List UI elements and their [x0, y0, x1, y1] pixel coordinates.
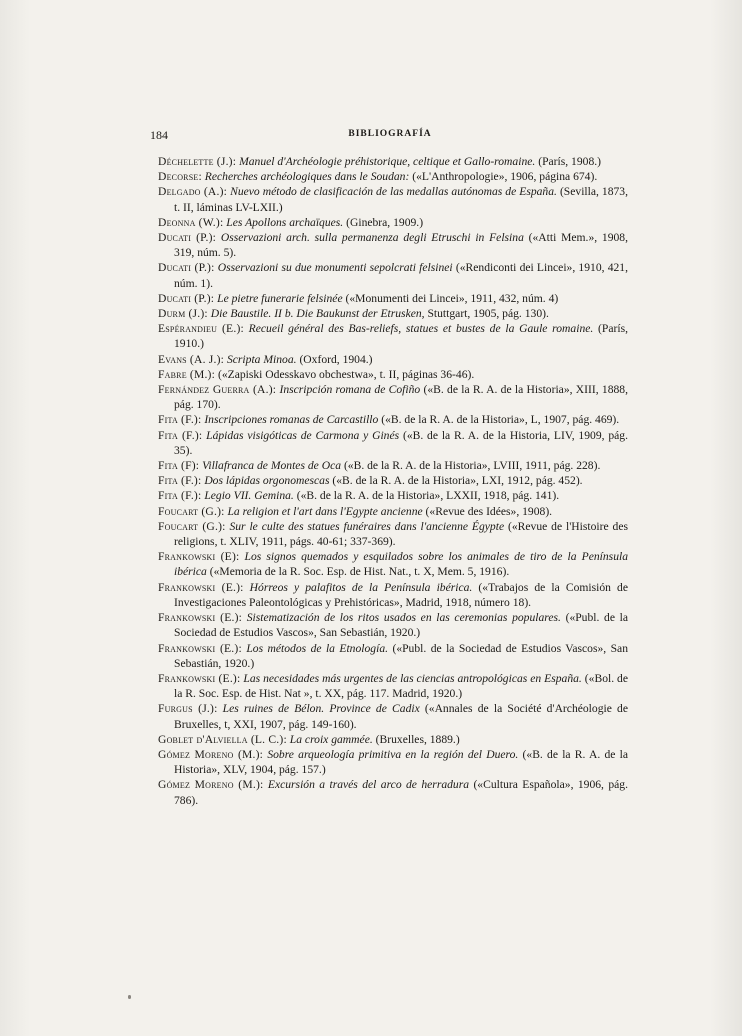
bibliography-entry	[158, 504, 628, 519]
entry-author: Goblet d'Alviella (L. C.):	[158, 732, 287, 746]
entry-details: («Publ. de la Sociedad de Estudios Vascos», San Sebastián, 1920.)	[174, 611, 628, 640]
entry-title: Die Baustile. II b. Die Baukunst der Etrusken,	[210, 307, 425, 321]
entry-details: («Memoria de la R. Soc. Esp. de Hist. Nat., t. X, Mem. 5, 1916).	[209, 565, 510, 579]
entry-details: (Sevilla, 1873, t. II, láminas LV-LXII.)	[174, 185, 628, 214]
entry-author: Fita (F.):	[158, 489, 202, 503]
entry-details: («Trabajos de la Comisión de Investigaciones Paleontológicas y Prehistóricas», Madrid, 1918, número 18).	[174, 580, 628, 609]
bibliography-entry	[158, 291, 628, 306]
entry-author: Fita (F.):	[158, 413, 202, 427]
entry-details: («B. de la R. A. de la Historia», XIII, 1888, pág. 170).	[174, 383, 628, 412]
entry-author: Fita (F.):	[158, 474, 202, 488]
bibliography-entry	[158, 488, 628, 503]
entry-title: Los métodos de la Etnología.	[246, 641, 389, 655]
entry-title: Sobre arqueología primitiva en la región del Duero.	[267, 747, 519, 761]
bibliography-entry	[158, 382, 628, 412]
bibliography-list	[158, 154, 628, 808]
entry-author: Frankowski (E):	[158, 550, 240, 564]
entry-title: Sistematización de los ritos usados en las ceremonias populares.	[246, 611, 561, 625]
bibliography-entry	[158, 519, 628, 549]
entry-author: Ducati (P.):	[158, 291, 215, 305]
bibliography-entry	[158, 701, 628, 731]
entry-author: Frankowski (E.):	[158, 611, 243, 625]
entry-author: Fernández Guerra (A.):	[158, 383, 277, 397]
bibliography-entry	[158, 260, 628, 290]
entry-author: Decorse:	[158, 170, 202, 184]
entry-author: Fabre (M.):	[158, 367, 216, 381]
bibliography-entry	[158, 777, 628, 807]
entry-title: Les ruines de Bélon. Province de Cadix	[222, 702, 420, 716]
entry-details: («B. de la R. A. de la Historia», LVIII, 1911, pág. 228).	[343, 459, 601, 473]
entry-author: Frankowski (E.):	[158, 580, 244, 594]
entry-author: Foucart (G.):	[158, 504, 225, 518]
entry-author: Gómez Moreno (M.):	[158, 778, 264, 792]
bibliography-entry	[158, 428, 628, 458]
entry-details: («B. de la R. A. de la Historia», L, 1907, pág. 469).	[381, 413, 620, 427]
bibliography-entry	[158, 549, 628, 579]
page-header	[150, 128, 630, 144]
entry-author: Delgado (A.):	[158, 185, 228, 199]
entry-title: Recueil général des Bas-reliefs, statues et bustes de la Gaule romaine.	[248, 322, 594, 336]
entry-title: Hórreos y palafitos de la Península ibérica.	[249, 580, 473, 594]
bibliography-entry	[158, 215, 628, 230]
entry-author: Fita (F):	[158, 459, 200, 473]
bibliography-entry	[158, 306, 628, 321]
entry-details: («Publ. de la Sociedad de Estudios Vascos», San Sebastián, 1920.)	[174, 641, 629, 670]
entry-title: Dos lápidas orgonomescas	[204, 474, 330, 488]
entry-author: Frankowski (E.):	[158, 641, 242, 655]
entry-details: Stuttgart, 1905, pág. 130).	[427, 307, 549, 321]
entry-title: Osservazioni su due monumenti sepolcrati felsinei	[217, 261, 453, 275]
entry-author: Déchelette (J.):	[158, 155, 237, 168]
entry-author: Evans (A. J.):	[158, 352, 225, 366]
entry-title: Legio VII. Gemina.	[204, 489, 294, 503]
bibliography-entry	[158, 184, 628, 214]
entry-details: («Revue de l'Histoire des religions, t. XLIV, 1911, págs. 40-61; 337-369).	[174, 519, 628, 549]
bibliography-entry	[158, 154, 628, 169]
page-number: 184	[150, 128, 168, 142]
bibliography-entry	[158, 412, 628, 427]
entry-details: (Ginebra, 1909.)	[346, 215, 424, 229]
entry-details: («Rendiconti dei Lincei», 1910, 421, núm. 1).	[174, 261, 628, 290]
entry-author: Foucart (G.):	[158, 519, 226, 533]
entry-details: («B. de la R. A. de la Historia», XLV, 1904, pág. 157.)	[174, 747, 629, 777]
entry-details: («Monumenti dei Lincei», 1911, 432, núm. 4)	[345, 291, 559, 305]
entry-author: Frankowski (E.):	[158, 671, 241, 685]
bibliography-entry	[158, 230, 628, 260]
entry-title: Le pietre funerarie felsinée	[217, 291, 343, 305]
entry-title: Excursión a través del arco de herradura	[267, 778, 470, 792]
entry-details: (Bruxelles, 1889.)	[375, 732, 460, 746]
bibliography-entry	[158, 747, 628, 777]
bibliography-entry	[158, 367, 628, 382]
entry-details: («B. de la R. A. de la Historia», LXXII, 1918, pág. 141).	[296, 489, 560, 503]
entry-title: Lápidas visigóticas de Carmona y Ginés	[206, 428, 400, 442]
running-title: BIBLIOGRAFÍA	[348, 129, 432, 139]
entry-title: La religion et l'art dans l'Egypte ancienne	[227, 504, 423, 518]
entry-title: Inscripción romana de Cofiño	[279, 383, 421, 397]
entry-title: Nuevo método de clasificación de las medallas autónomas de España.	[230, 185, 557, 199]
entry-details: («Cultura Española», 1906, pág. 786).	[174, 778, 628, 807]
bibliography-entry	[158, 321, 628, 351]
entry-title: Villafranca de Montes de Oca	[202, 459, 342, 473]
entry-author: Gómez Moreno (M.):	[158, 747, 264, 761]
entry-title: Sur le culte des statues funéraires dans l'ancienne Égypte	[229, 519, 505, 533]
bibliography-entry	[158, 458, 628, 473]
entry-author: Deonna (W.):	[158, 215, 224, 229]
entry-title: Inscripciones romanas de Carcastillo	[204, 413, 379, 427]
entry-details: («Bol. de la R. Soc. Esp. de Hist. Nat », t. XX, pág. 117. Madrid, 1920.)	[174, 671, 629, 701]
entry-details: («L'Anthropologie», 1906, página 674).	[412, 170, 598, 184]
entry-author: Durm (J.):	[158, 307, 208, 321]
entry-title: Scripta Minoa.	[226, 352, 297, 366]
page-speck	[128, 995, 131, 999]
entry-title: Los signos quemados y esquilados sobre los animales de tiro de la Península ibérica	[174, 550, 629, 579]
bibliography-entry	[158, 671, 628, 701]
entry-details: («Annales de la Société d'Archéologie de Bruxelles, t, XXI, 1907, pág. 149-160).	[174, 702, 628, 731]
entry-author: Fita (F.):	[158, 428, 203, 442]
bibliography-entry	[158, 169, 628, 184]
entry-title: Manuel d'Archéologie préhistorique, celtique et Gallo-romaine.	[239, 155, 536, 168]
bibliography-entry	[158, 352, 628, 367]
entry-title: La croix gammée.	[289, 732, 373, 746]
entry-details: (Oxford, 1904.)	[299, 352, 373, 366]
entry-author: Ducati (P.):	[158, 231, 217, 245]
entry-details: («Revue des Idées», 1908).	[425, 504, 553, 518]
entry-details: (París, 1910.)	[174, 322, 628, 351]
bibliography-entry	[158, 580, 628, 610]
bibliography-entry	[158, 641, 628, 671]
bibliography-entry	[158, 473, 628, 488]
entry-details: («B. de la R. A. de la Historia, LIV, 1909, pág. 35).	[174, 428, 628, 457]
entry-author: Espérandieu (E.):	[158, 322, 244, 336]
entry-title: Osservazioni arch. sulla permanenza degli Etruschi in Felsina	[220, 231, 524, 245]
entry-title: Recherches archéologiques dans le Soudan:	[204, 170, 410, 184]
bibliography-entry	[158, 610, 628, 640]
entry-author: Furgus (J.):	[158, 702, 218, 716]
entry-details: (París, 1908.)	[538, 155, 601, 168]
entry-details: («B. de la R. A. de la Historia», LXI, 1912, pág. 452).	[332, 474, 583, 488]
entry-title: Las necesidades más urgentes de las ciencias antropológicas en España.	[243, 671, 582, 685]
entry-details: («Zapiski Odesskavo obchestwa», t. II, páginas 36-46).	[217, 367, 475, 381]
entry-title: Les Apollons archaïques.	[226, 215, 344, 229]
entry-author: Ducati (P.):	[158, 261, 215, 275]
entry-details: («Atti Mem.», 1908, 319, núm. 5).	[174, 231, 628, 260]
bibliography-entry	[158, 732, 628, 747]
